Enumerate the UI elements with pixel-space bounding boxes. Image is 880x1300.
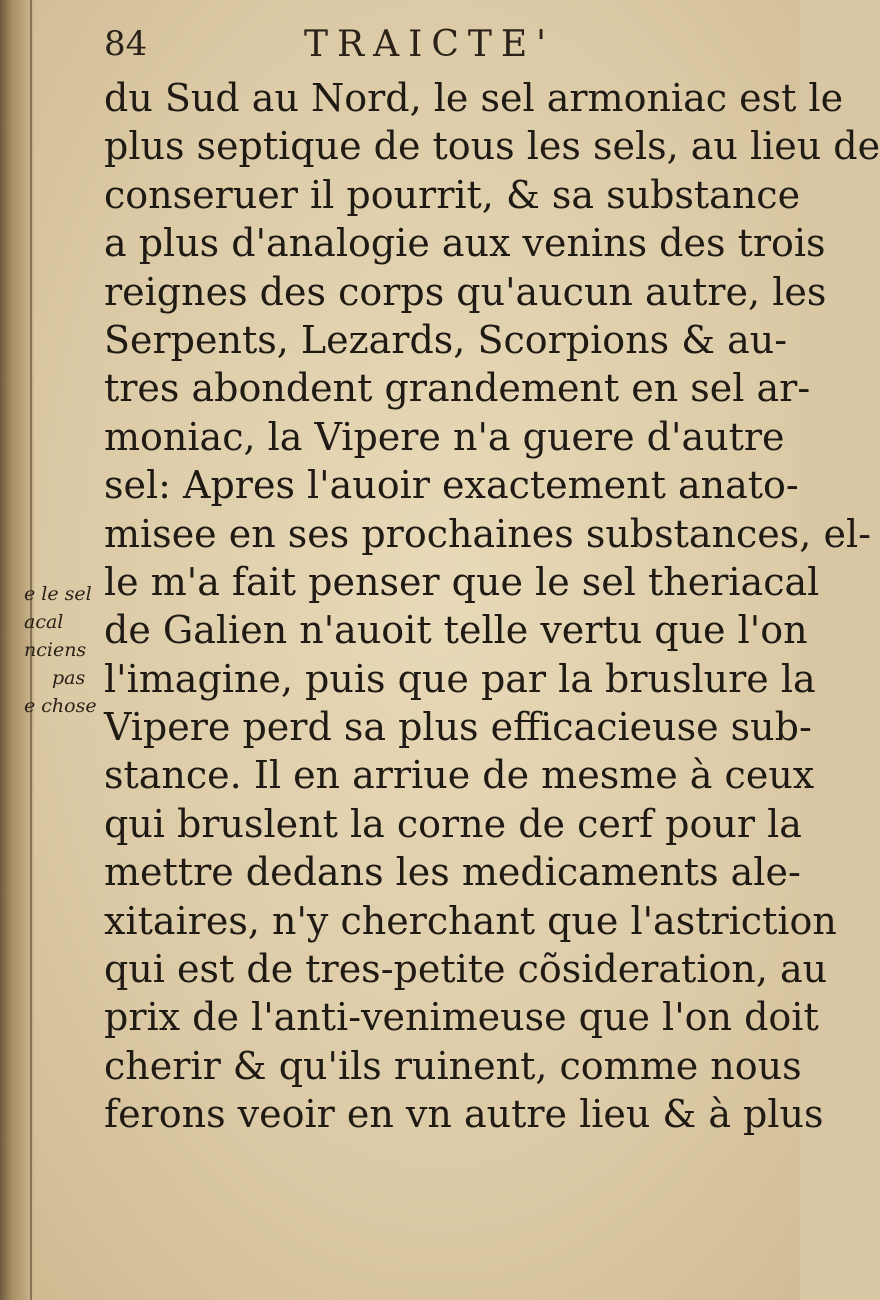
margin-note: nciens	[24, 639, 87, 661]
text-line: prix de l'anti-venimeuse que l'on doit	[104, 995, 819, 1040]
text-line: de Galien n'auoit telle vertu que l'on	[104, 608, 808, 653]
text-line: tres abondent grandement en sel ar-	[104, 366, 811, 411]
text-line: Serpents, Lezards, Scorpions & au-	[104, 317, 788, 362]
text-line: cherir & qu'ils ruinent, comme nous	[104, 1043, 802, 1088]
text-line: xitaires, n'y cherchant que l'astriction	[104, 898, 837, 943]
text-line: reignes des corps qu'aucun autre, les	[104, 269, 827, 314]
margin-note: pas	[52, 667, 86, 689]
text-line: qui bruslent la corne de cerf pour la	[104, 801, 802, 846]
text-line: misee en ses prochaines substances, el-	[104, 511, 871, 556]
text-line: stance. Il en arriue de mesme à ceux	[104, 753, 815, 798]
text-line: conseruer il pourrit, & sa substance	[104, 172, 801, 217]
text-line: plus septique de tous les sels, au lieu de	[104, 124, 880, 169]
text-line: Vipere perd sa plus efficacieuse sub-	[104, 705, 812, 750]
running-title: TRAICTE'	[304, 24, 556, 65]
text-line: sel: Apres l'auoir exactement anato-	[104, 463, 799, 508]
text-line: ferons veoir en vn autre lieu & à plus	[104, 1092, 824, 1137]
margin-note: e chose	[24, 695, 97, 717]
text-line: du Sud au Nord, le sel armoniac est le	[104, 76, 844, 120]
margin-notes	[24, 580, 100, 720]
text-line: le m'a fait penser que le sel theriacal	[104, 559, 820, 604]
margin-note: e le sel	[24, 583, 92, 605]
text-line: mettre dedans les medicaments ale-	[104, 850, 801, 895]
margin-note: acal	[24, 611, 64, 633]
text-line: qui est de tres-petite cõsideration, au	[104, 947, 828, 992]
body-text	[104, 74, 880, 1139]
text-line: a plus d'analogie aux venins des trois	[104, 221, 826, 266]
text-line: moniac, la Vipere n'a guere d'autre	[104, 414, 785, 459]
text-line: l'imagine, puis que par la bruslure la	[104, 656, 816, 701]
page-number: 84	[104, 24, 148, 64]
page-header	[104, 18, 724, 68]
